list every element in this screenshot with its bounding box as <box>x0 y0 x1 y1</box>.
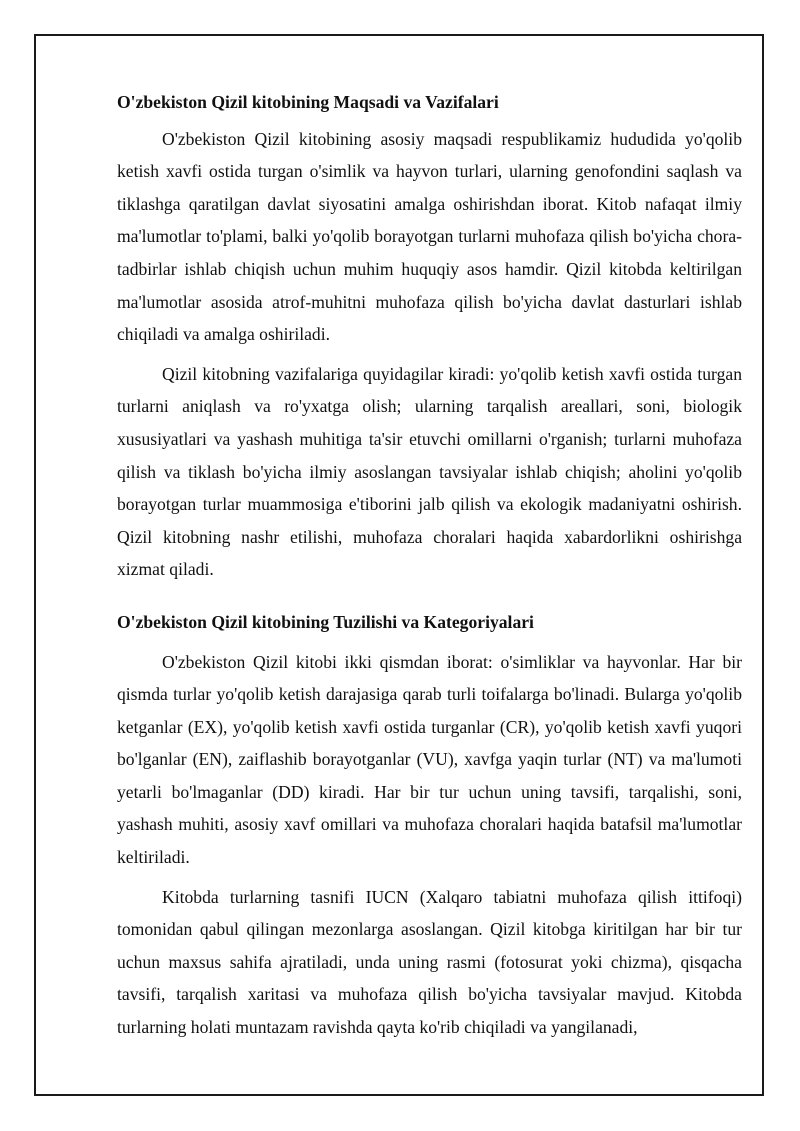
paragraph-structure-2: Kitobda turlarning tasnifi IUCN (Xalqaro tabiatni muhofaza qilish ittifoqi) tomonidan qabul qilingan mezonlarga asoslangan. Qizil kitobga kiritilgan har bir tur uchun maxsus sahifa ajratiladi, unda uning rasmi (fotosurat yoki chizma), qisqacha tavsifi, tarqalish xaritasi va muhofaza qilish bo'yicha tavsiyalar mavjud. Kitobda turlarning holati muntazam ravishda qayta ko'rib chiqiladi va yangilanadi, <box>117 886 742 1038</box>
section-heading-structure: O'zbekiston Qizil kitobining Tuzilishi va Kategoriyalari <box>117 611 534 632</box>
paragraph-goals-2: Qizil kitobning vazifalariga quyidagilar kiradi: yo'qolib ketish xavfi ostida turgan turlarni aniqlash va ro'yxatga olish; ularning tarqalish areallari, soni, biologik xususiyatlari va yashash muhitiga ta'sir etuvchi omillarni o'rganish; turlarni muhofaza qilish va tiklash bo'yicha ilmiy asoslangan tavsiyalar ishlab chiqish; aholini yo'qolib borayotgan turlar muammosiga e'tiborini jalb qilish va ekologik madaniyatni oshirish. Qizil kitobning nashr etilishi, muhofaza choralari haqida xabardorlikni oshirishga xizmat qiladi. <box>117 363 742 580</box>
paragraph-structure-1: O'zbekiston Qizil kitobi ikki qismdan iborat: o'simliklar va hayvonlar. Har bir qismda turlar yo'qolib ketish darajasiga qarab turli toifalarga bo'linadi. Bularga yo'qolib ketganlar (EX), yo'qolib ketish xavfi ostida turganlar (CR), yo'qolib ketish xavfi yuqori bo'lganlar (EN), zaiflashib borayotganlar (VU), xavfga yaqin turlar (NT) va ma'lumoti yetarli bo'lmaganlar (DD) kiradi. Har bir tur uchun uning tavsifi, tarqalishi, soni, yashash muhiti, asosiy xavf omillari va muhofaza choralari haqida batafsil ma'lumotlar keltiriladi. <box>117 651 742 868</box>
paragraph-goals-1: O'zbekiston Qizil kitobining asosiy maqsadi respublikamiz hududida yo'qolib ketish xavfi ostida turgan o'simlik va hayvon turlari, ularning genofondini saqlash va tiklashga qaratilgan davlat siyosatini amalga oshirishdan iborat. Kitob nafaqat ilmiy ma'lumotlar to'plami, balki yo'qolib borayotgan turlarni muhofaza qilish bo'yicha chora-tadbirlar ishlab chiqish uchun muhim huquqiy asos hamdir. Qizil kitobda keltirilgan ma'lumotlar asosida atrof-muhitni muhofaza qilish bo'yicha davlat dasturlari ishlab chiqiladi va amalga oshiriladi. <box>117 128 742 345</box>
section-heading-goals: O'zbekiston Qizil kitobining Maqsadi va Vazifalari <box>117 92 499 112</box>
document-body <box>117 86 742 1044</box>
